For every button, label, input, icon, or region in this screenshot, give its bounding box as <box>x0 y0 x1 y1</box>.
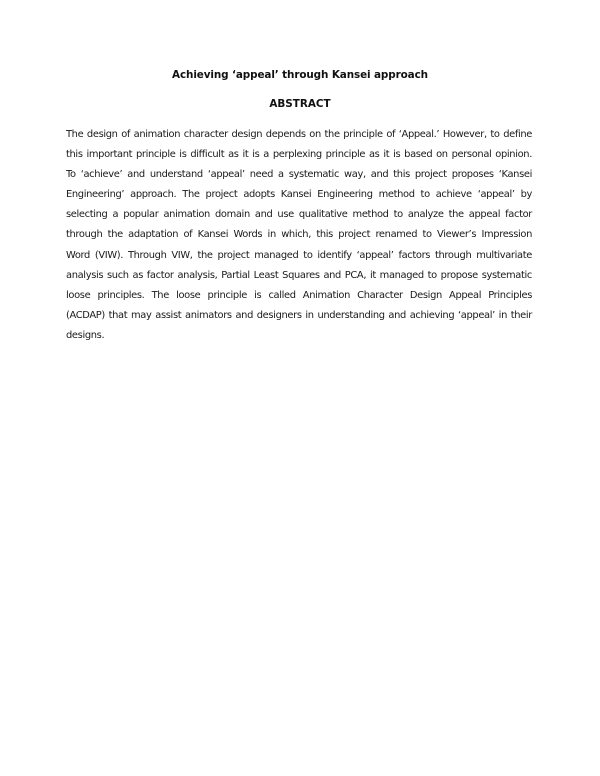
abstract-paragraph <box>66 125 532 346</box>
abstract-line: loose principles. The loose principle is called Animation Character Design Appeal Principles <box>66 289 532 301</box>
abstract-line: analysis such as factor analysis, Partial Least Squares and PCA, it managed to propose systematic <box>66 269 532 281</box>
abstract-line: (ACDAP) that may assist animators and designers in understanding and achieving ‘appeal’ in their <box>66 309 532 321</box>
abstract-line: selecting a popular animation domain and use qualitative method to analyze the appeal factor <box>66 209 532 221</box>
abstract-line: through the adaptation of Kansei Words in which, this project renamed to Viewer’s Impression <box>66 229 532 241</box>
section-heading-abstract: ABSTRACT <box>269 98 331 110</box>
abstract-line: designs. <box>66 329 105 341</box>
document-title: Achieving ‘appeal’ through Kansei approach <box>172 69 428 81</box>
abstract-line: this important principle is difficult as it is a perplexing principle as it is based on personal opinion. <box>66 149 532 161</box>
abstract-line: To ‘achieve’ and understand ‘appeal’ need a systematic way, and this project proposes ‘Kansei <box>66 169 532 181</box>
abstract-line: Engineering’ approach. The project adopts Kansei Engineering method to achieve ‘appeal’ by <box>66 189 532 201</box>
abstract-line: Word (VIW). Through VIW, the project managed to identify ‘appeal’ factors through multivariate <box>66 249 532 261</box>
abstract-line: The design of animation character design depends on the principle of ‘Appeal.’ However, to define <box>66 129 532 140</box>
